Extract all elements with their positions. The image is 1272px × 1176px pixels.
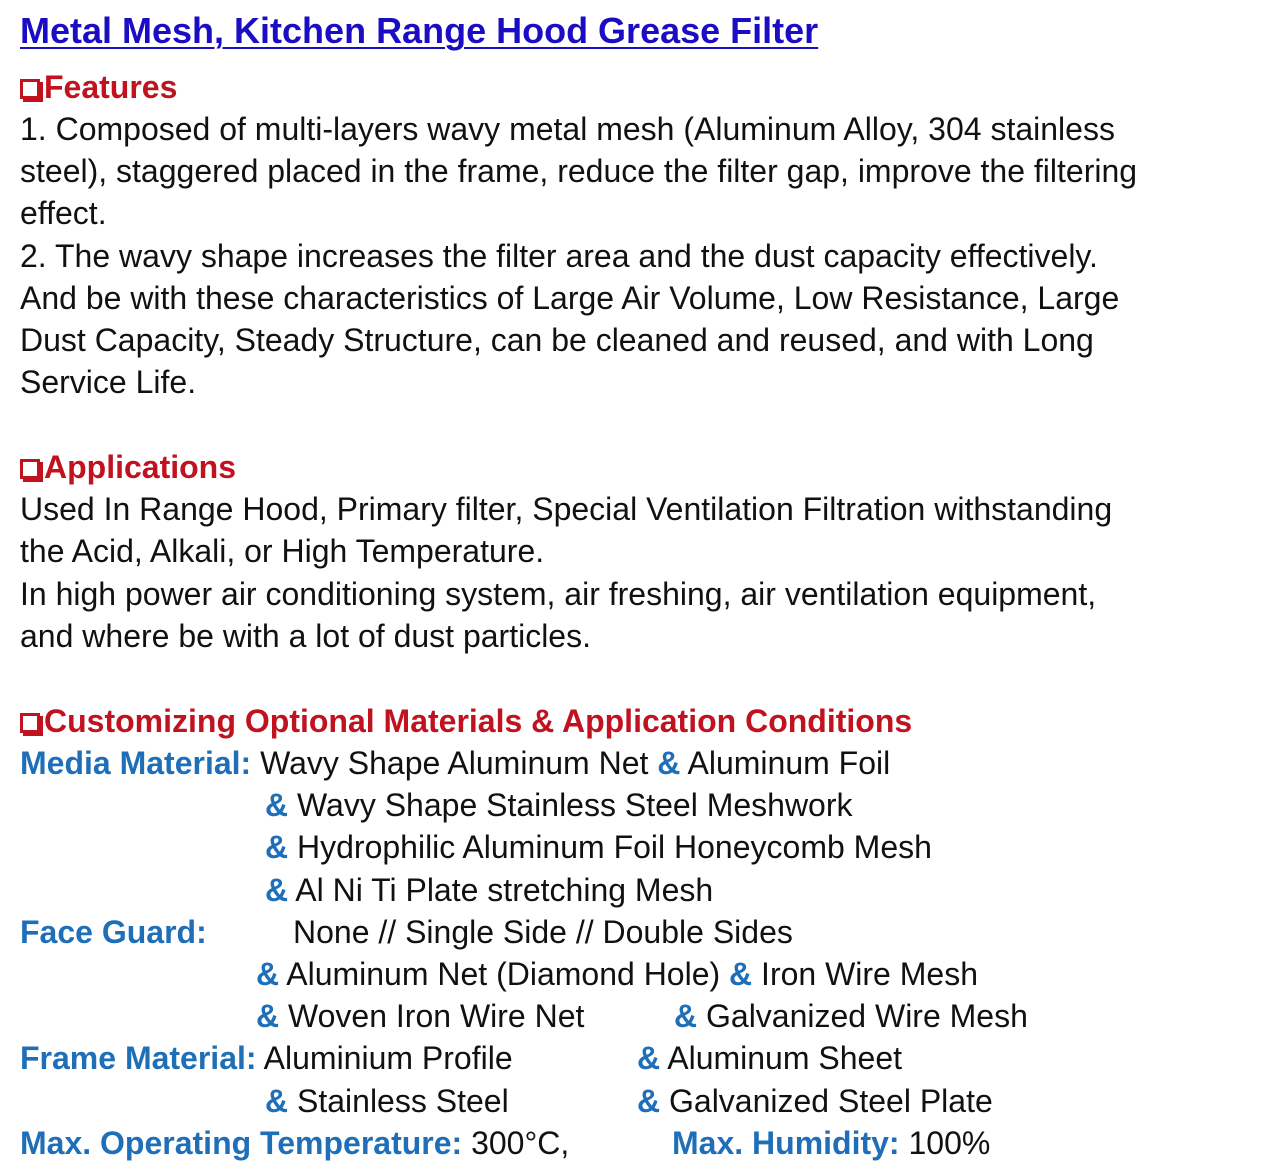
ampersand: & <box>265 1083 289 1119</box>
media-material-value: Hydrophilic Aluminum Foil Honeycomb Mesh <box>297 829 932 865</box>
custom-heading-text: Customizing Optional Materials & Application Conditions <box>44 703 913 739</box>
ampersand: & <box>265 787 289 823</box>
media-material-row <box>265 784 853 826</box>
frame-material-value: Stainless Steel <box>297 1083 509 1119</box>
media-material-row <box>265 869 713 911</box>
face-guard-value: Iron Wire Mesh <box>761 956 978 992</box>
ampersand: & <box>729 956 753 992</box>
frame-material-item <box>637 1037 902 1079</box>
humidity-item <box>672 1122 990 1164</box>
face-guard-value: Aluminum Net (Diamond Hole) <box>286 956 721 992</box>
media-material-value: Aluminum Foil <box>687 745 891 781</box>
face-guard-item <box>256 995 584 1037</box>
face-guard-row <box>256 995 1076 1037</box>
applications-heading-text: Applications <box>44 449 237 485</box>
media-material-value: Wavy Shape Aluminum Net <box>260 745 649 781</box>
media-material-label: Media Material: <box>20 745 252 781</box>
face-guard-value: None // Single Side // Double Sides <box>293 914 793 950</box>
ampersand: & <box>637 1083 661 1119</box>
ampersand: & <box>256 998 280 1034</box>
max-humidity-value: 100% <box>908 1125 991 1161</box>
features-heading <box>20 66 177 108</box>
applications-heading <box>20 446 236 488</box>
page-title[interactable]: Metal Mesh, Kitchen Range Hood Grease Filter <box>20 10 819 51</box>
ampersand: & <box>256 956 280 992</box>
applications-line: Used In Range Hood, Primary filter, Special Ventilation Filtration withstanding <box>20 491 1113 527</box>
checkbox-square-icon <box>20 79 40 99</box>
media-material-value: Wavy Shape Stainless Steel Meshwork <box>297 787 853 823</box>
features-heading-text: Features <box>44 69 178 105</box>
applications-line: In high power air conditioning system, air freshing, air ventilation equipment, <box>20 576 1097 612</box>
face-guard-value: Woven Iron Wire Net <box>288 998 585 1034</box>
face-guard-label: Face Guard: <box>20 914 207 950</box>
frame-material-value: Aluminum Sheet <box>667 1040 903 1076</box>
conditions-row <box>20 1122 1060 1164</box>
custom-heading <box>20 700 912 742</box>
frame-material-row <box>20 1037 980 1079</box>
media-material-value: Al Ni Ti Plate stretching Mesh <box>295 872 714 908</box>
checkbox-square-icon <box>20 459 40 479</box>
ampersand: & <box>637 1040 661 1076</box>
features-line: Service Life. <box>20 364 197 400</box>
features-line: steel), staggered placed in the frame, reduce the filter gap, improve the filtering <box>20 153 1138 189</box>
features-line: effect. <box>20 195 107 231</box>
features-line: 2. The wavy shape increases the filter area and the dust capacity effectively. <box>20 238 1098 274</box>
applications-line: and where be with a lot of dust particles. <box>20 618 591 654</box>
checkbox-square-icon <box>20 713 40 733</box>
frame-material-label: Frame Material: <box>20 1040 257 1076</box>
features-line: 1. Composed of multi-layers wavy metal mesh (Aluminum Alloy, 304 stainless <box>20 111 1115 147</box>
frame-material-value: Aluminium Profile <box>263 1040 513 1076</box>
face-guard-item <box>674 995 1028 1037</box>
frame-material-item <box>637 1080 993 1122</box>
face-guard-value: Galvanized Wire Mesh <box>706 998 1028 1034</box>
ampersand: & <box>657 745 681 781</box>
ampersand: & <box>265 829 289 865</box>
max-temperature-value: 300°C, <box>471 1125 570 1161</box>
frame-material-item <box>20 1037 513 1079</box>
features-line: And be with these characteristics of Large Air Volume, Low Resistance, Large <box>20 280 1120 316</box>
media-material-row <box>20 742 890 784</box>
ampersand: & <box>674 998 698 1034</box>
temperature-item <box>20 1122 569 1164</box>
frame-material-row <box>265 1080 1065 1122</box>
frame-material-item <box>265 1080 509 1122</box>
frame-material-value: Galvanized Steel Plate <box>669 1083 993 1119</box>
face-guard-row <box>20 911 920 953</box>
ampersand: & <box>265 872 289 908</box>
applications-line: the Acid, Alkali, or High Temperature. <box>20 533 545 569</box>
features-line: Dust Capacity, Steady Structure, can be cleaned and reused, and with Long <box>20 322 1094 358</box>
max-humidity-label: Max. Humidity: <box>672 1125 900 1161</box>
max-temperature-label: Max. Operating Temperature: <box>20 1125 463 1161</box>
media-material-row <box>265 826 932 868</box>
face-guard-row <box>256 953 978 995</box>
